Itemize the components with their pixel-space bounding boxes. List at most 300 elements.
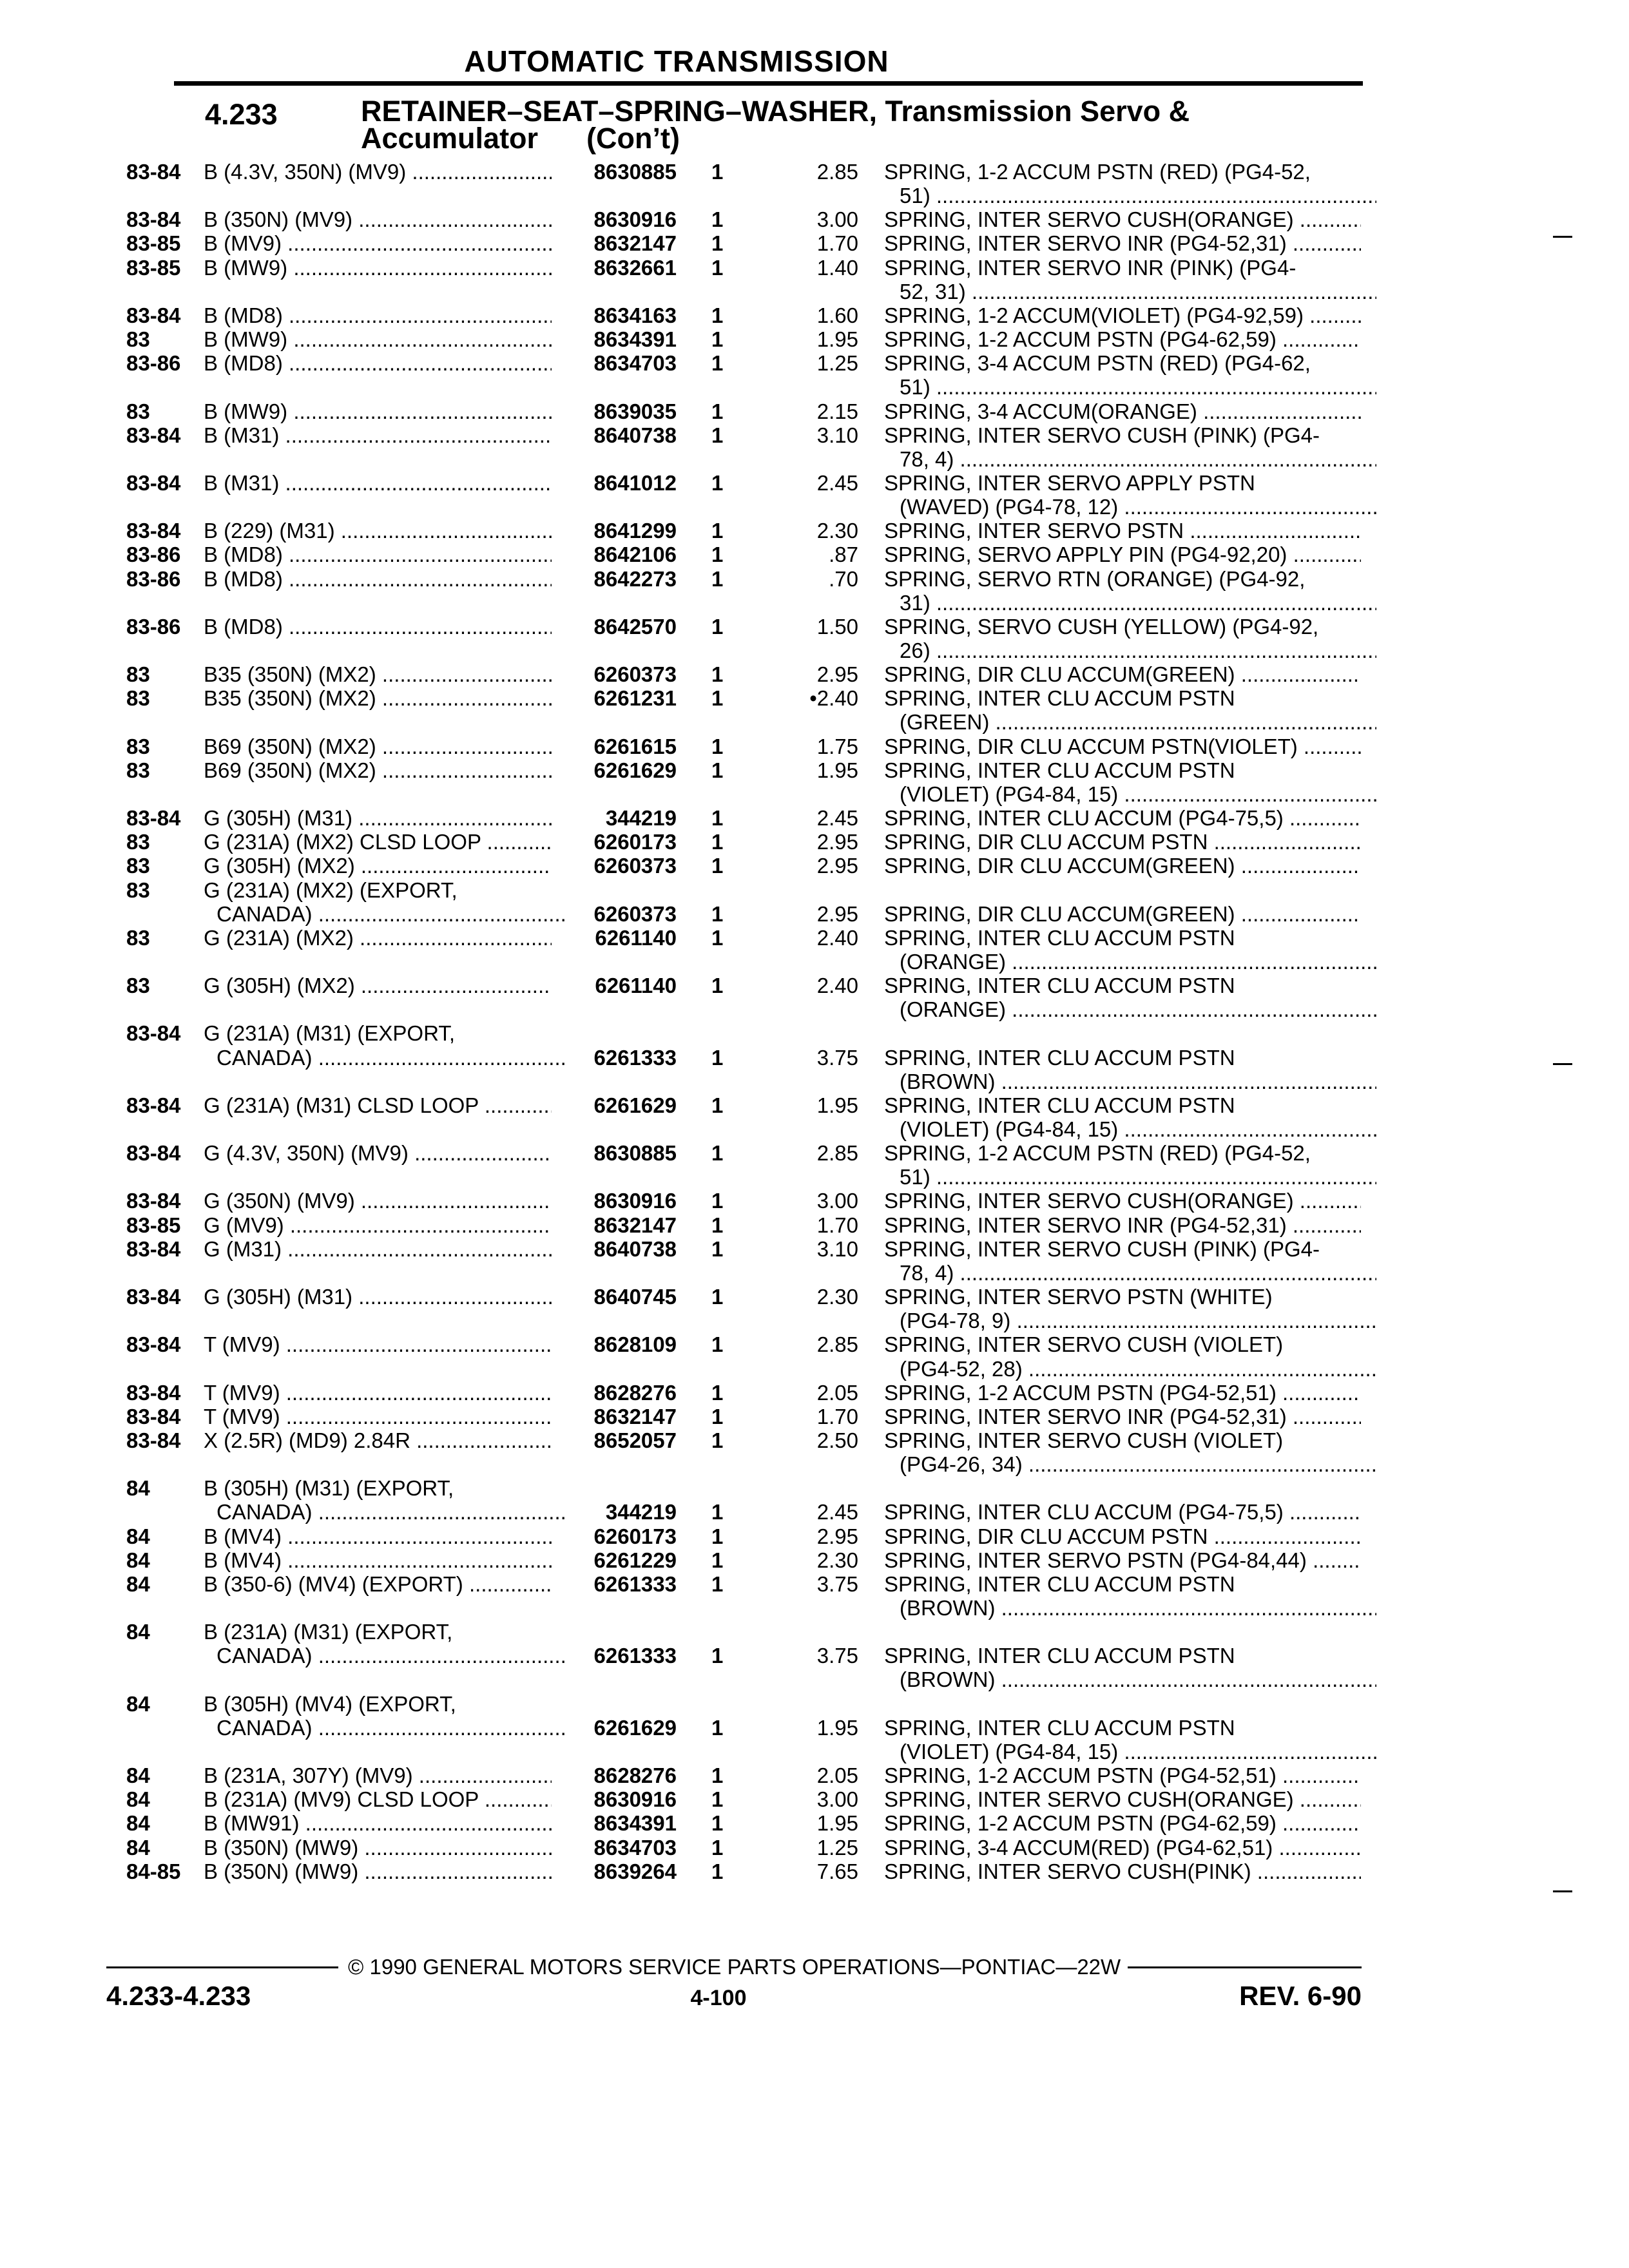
row-part-name: SPRING, 1-2 ACCUM PSTN (RED) (PG4-52,: [884, 160, 1311, 184]
row-part-number: 8639035: [593, 399, 677, 423]
row-price: 7.65: [816, 1859, 858, 1883]
row-quantity: 1: [711, 1524, 724, 1548]
row-description: B35 (350N) (MX2) .....: [204, 662, 552, 686]
row-year: 83: [126, 662, 150, 687]
row-year: 83-85: [126, 255, 181, 280]
row-price: 3.00: [816, 1189, 858, 1213]
row-description: B (305H) (M31) (EXPORT,: [204, 1476, 454, 1501]
table-row: [0, 1644, 1629, 1667]
row-price: 1.70: [816, 1213, 858, 1237]
row-part-number: 8630916: [593, 1787, 677, 1812]
row-part-name: SPRING, INTER SERVO CUSH(ORANGE) .....: [884, 207, 1361, 231]
row-part-number: 8634391: [593, 327, 677, 352]
row-price: 2.95: [816, 1524, 858, 1548]
row-year: 83: [126, 925, 150, 950]
row-part-name-cont: (ORANGE) .....: [900, 950, 1376, 974]
row-part-name: SPRING, INTER CLU ACCUM PSTN: [884, 1045, 1235, 1070]
row-description: G (305H) (MX2) .....: [204, 974, 552, 997]
row-part-number: 344219: [605, 806, 677, 831]
row-part-name: SPRING, SERVO RTN (ORANGE) (PG4-92,: [884, 566, 1306, 591]
row-part-number: 8642106: [593, 543, 677, 567]
row-price: 2.45: [816, 470, 858, 495]
row-part-name: SPRING, 3-4 ACCUM(RED) (PG4-62,51) .....: [884, 1836, 1361, 1860]
row-part-number: 6260373: [593, 854, 677, 878]
row-description: B (350N) (MV9) .....: [204, 207, 552, 231]
row-part-name: SPRING, INTER CLU ACCUM PSTN: [884, 974, 1235, 998]
table-row: [0, 1476, 1629, 1500]
table-row: [0, 1692, 1629, 1716]
row-price: 1.25: [816, 1835, 858, 1860]
row-price: .87: [829, 543, 858, 567]
row-price: 2.85: [816, 1332, 858, 1357]
table-row: [0, 710, 1629, 734]
table-row: [0, 256, 1629, 280]
row-year: 84-85: [126, 1859, 181, 1883]
row-year: 83-84: [126, 1021, 181, 1046]
row-part-name: SPRING, INTER CLU ACCUM PSTN: [884, 1715, 1235, 1740]
row-price: 1.40: [816, 255, 858, 280]
row-part-name: SPRING, INTER SERVO CUSH(ORANGE) .....: [884, 1189, 1361, 1213]
table-row: [0, 1500, 1629, 1524]
row-part-number: 6261140: [595, 925, 677, 950]
row-part-number: 344219: [605, 1500, 677, 1524]
row-part-number: 8634391: [593, 1811, 677, 1836]
row-part-name: SPRING, DIR CLU ACCUM(GREEN) .....: [884, 662, 1361, 686]
table-row: [0, 1213, 1629, 1237]
table-row: [0, 375, 1629, 399]
table-row: [0, 1452, 1629, 1476]
row-description: B69 (350N) (MX2) .....: [204, 758, 552, 782]
row-price: 2.40: [816, 925, 858, 950]
row-price: 3.75: [816, 1571, 858, 1596]
row-price: 2.95: [816, 854, 858, 878]
table-row: [0, 997, 1629, 1021]
row-part-name-cont: 52, 31) .....: [900, 280, 1376, 303]
row-part-number: 8628276: [593, 1380, 677, 1405]
row-part-number: 8632661: [593, 255, 677, 280]
row-part-number: 8630916: [593, 1189, 677, 1213]
row-quantity: 1: [711, 399, 724, 423]
row-part-number: 6260173: [593, 830, 677, 854]
row-part-name: SPRING, INTER CLU ACCUM PSTN: [884, 1644, 1235, 1668]
row-part-name-cont: 78, 4) .....: [900, 1261, 1376, 1285]
row-quantity: 1: [711, 974, 724, 998]
row-quantity: 1: [711, 160, 724, 184]
row-part-name-cont: 51) .....: [900, 1165, 1376, 1189]
row-description: B69 (350N) (MX2) .....: [204, 735, 552, 758]
row-part-number: 6261629: [593, 1093, 677, 1117]
row-part-number: 8642570: [593, 614, 677, 639]
row-year: 83-84: [126, 1093, 181, 1117]
row-description: B (231A, 307Y) (MV9) .....: [204, 1763, 552, 1787]
row-price: 2.05: [816, 1380, 858, 1405]
row-description: B (350N) (MW9) .....: [204, 1836, 552, 1860]
row-part-name: SPRING, INTER SERVO INR (PG4-52,31) .....: [884, 231, 1361, 255]
table-row: [0, 327, 1629, 351]
row-price: 2.95: [816, 830, 858, 854]
row-price: 1.95: [816, 327, 858, 352]
row-part-name: SPRING, INTER SERVO APPLY PSTN: [884, 470, 1255, 495]
row-part-name: SPRING, INTER SERVO CUSH (VIOLET): [884, 1428, 1284, 1452]
row-price: 2.85: [816, 160, 858, 184]
table-row: [0, 1046, 1629, 1070]
section-title: [361, 95, 1190, 155]
table-row: [0, 1165, 1629, 1189]
table-row: [0, 1667, 1629, 1691]
row-year: 83-84: [126, 1189, 181, 1213]
table-row: [0, 1070, 1629, 1093]
row-part-name: SPRING, INTER CLU ACCUM PSTN: [884, 925, 1235, 950]
table-row: [0, 423, 1629, 447]
row-part-number: 8628109: [593, 1332, 677, 1357]
row-quantity: 1: [711, 1189, 724, 1213]
row-part-number: 6260173: [593, 1524, 677, 1548]
row-part-name: SPRING, SERVO CUSH (YELLOW) (PG4-92,: [884, 614, 1319, 639]
row-year: 83-84: [126, 470, 181, 495]
table-row: [0, 184, 1629, 207]
row-quantity: 1: [711, 1380, 724, 1405]
row-description: G (231A) (MX2) .....: [204, 926, 552, 950]
row-part-name: SPRING, 1-2 ACCUM PSTN (PG4-52,51) .....: [884, 1381, 1361, 1405]
row-description: B (229) (M31) .....: [204, 519, 552, 543]
row-description-cont: CANADA) .....: [217, 1644, 564, 1667]
row-price: 2.30: [816, 519, 858, 543]
table-row: [0, 1261, 1629, 1285]
row-description: B (MD8) .....: [204, 351, 552, 375]
row-part-number: 8640738: [593, 423, 677, 447]
row-part-number: 6260373: [593, 901, 677, 926]
row-price: 2.15: [816, 399, 858, 423]
row-part-number: 8640745: [593, 1285, 677, 1309]
row-quantity: 1: [711, 519, 724, 543]
row-quantity: 1: [711, 1644, 724, 1668]
row-quantity: 1: [711, 1285, 724, 1309]
row-price: 2.95: [816, 901, 858, 926]
table-row: [0, 1763, 1629, 1787]
margin-mark: [1553, 1063, 1572, 1065]
row-quantity: 1: [711, 543, 724, 567]
row-price: 2.45: [816, 806, 858, 831]
row-part-number: 8641012: [593, 470, 677, 495]
row-price: 2.05: [816, 1763, 858, 1788]
row-quantity: 1: [711, 1763, 724, 1788]
row-part-number: 6261229: [593, 1548, 677, 1572]
row-part-name-cont: (BROWN) .....: [900, 1070, 1376, 1093]
table-row: [0, 1596, 1629, 1620]
row-year: 84: [126, 1524, 150, 1548]
row-part-name: SPRING, INTER SERVO PSTN (WHITE): [884, 1285, 1273, 1309]
row-part-name: SPRING, 3-4 ACCUM PSTN (RED) (PG4-62,: [884, 351, 1311, 376]
table-row: [0, 231, 1629, 255]
table-row: [0, 1332, 1629, 1356]
row-part-name-cont: 51) .....: [900, 184, 1376, 207]
row-description: B (M31) .....: [204, 423, 552, 447]
row-part-number: 8628276: [593, 1763, 677, 1788]
table-row: [0, 830, 1629, 854]
row-description: G (305H) (MX2) .....: [204, 854, 552, 878]
row-part-name-cont: (BROWN) .....: [900, 1596, 1376, 1620]
row-part-name: SPRING, 3-4 ACCUM(ORANGE) .....: [884, 399, 1361, 423]
row-year: 83-85: [126, 231, 181, 256]
row-part-name: SPRING, 1-2 ACCUM PSTN (RED) (PG4-52,: [884, 1141, 1311, 1166]
row-description: B (231A) (MV9) CLSD LOOP .....: [204, 1787, 552, 1811]
row-part-name: SPRING, DIR CLU ACCUM PSTN(VIOLET) .....: [884, 735, 1361, 758]
table-row: [0, 1787, 1629, 1811]
row-price: •2.40: [809, 686, 858, 711]
footer-section-range: 4.233-4.233: [106, 1981, 251, 2011]
row-part-name-cont: (ORANGE) .....: [900, 997, 1376, 1021]
table-row: [0, 399, 1629, 423]
row-part-number: 8632147: [593, 1404, 677, 1428]
table-row: [0, 902, 1629, 926]
row-quantity: 1: [711, 470, 724, 495]
row-quantity: 1: [711, 303, 724, 327]
table-row: [0, 1740, 1629, 1763]
row-year: 83-84: [126, 1404, 181, 1428]
row-description: B (MV9) .....: [204, 231, 552, 255]
row-part-number: 6261231: [593, 686, 677, 711]
row-price: 1.95: [816, 758, 858, 782]
row-price: 1.95: [816, 1093, 858, 1117]
row-quantity: 1: [711, 1404, 724, 1428]
row-description: G (231A) (M31) (EXPORT,: [204, 1021, 455, 1046]
row-year: 84: [126, 1476, 150, 1501]
row-part-name-cont: (BROWN) .....: [900, 1667, 1376, 1691]
table-row: [0, 758, 1629, 782]
row-year: 83-86: [126, 566, 181, 591]
row-part-name: SPRING, INTER SERVO CUSH (PINK) (PG4-: [884, 1236, 1320, 1261]
row-quantity: 1: [711, 1332, 724, 1357]
row-part-name: SPRING, INTER SERVO INR (PG4-52,31) .....: [884, 1213, 1361, 1237]
row-price: 2.50: [816, 1428, 858, 1452]
row-quantity: 1: [711, 351, 724, 376]
row-description: B (MW9) .....: [204, 256, 552, 280]
row-quantity: 1: [711, 1835, 724, 1860]
table-row: [0, 543, 1629, 566]
row-part-number: 8632147: [593, 1213, 677, 1237]
row-quantity: 1: [711, 734, 724, 758]
row-part-name: SPRING, DIR CLU ACCUM PSTN .....: [884, 1524, 1361, 1548]
row-quantity: 1: [711, 1236, 724, 1261]
row-description: B (MW9) .....: [204, 327, 552, 351]
section-title-line2: Accumulator (Con’t): [361, 122, 680, 155]
row-description: G (350N) (MV9) .....: [204, 1189, 552, 1213]
table-row: [0, 1189, 1629, 1213]
table-row: [0, 878, 1629, 902]
row-year: 84: [126, 1571, 150, 1596]
row-year: 83: [126, 686, 150, 711]
row-quantity: 1: [711, 423, 724, 447]
footer-copyright: © 1990 GENERAL MOTORS SERVICE PARTS OPERATIONS—PONTIAC—22W: [348, 1955, 1121, 1979]
row-price: 2.30: [816, 1285, 858, 1309]
row-quantity: 1: [711, 1045, 724, 1070]
row-part-name: SPRING, 1-2 ACCUM PSTN (PG4-62,59) .....: [884, 327, 1361, 351]
row-part-number: 6261629: [593, 758, 677, 782]
table-row: [0, 495, 1629, 519]
table-row: [0, 1141, 1629, 1165]
row-year: 83-86: [126, 543, 181, 567]
margin-mark: [1553, 236, 1572, 238]
row-price: 3.75: [816, 1045, 858, 1070]
row-quantity: 1: [711, 614, 724, 639]
row-part-name: SPRING, DIR CLU ACCUM(GREEN) .....: [884, 902, 1361, 926]
row-description-cont: CANADA) .....: [217, 1500, 564, 1524]
row-part-name-cont: (PG4-78, 9) .....: [900, 1309, 1376, 1332]
table-row: [0, 1093, 1629, 1117]
row-price: 2.40: [816, 974, 858, 998]
row-part-number: 8632147: [593, 231, 677, 256]
row-part-number: 6261615: [593, 734, 677, 758]
row-part-name: SPRING, INTER SERVO CUSH(PINK) .....: [884, 1860, 1361, 1883]
table-row: [0, 207, 1629, 231]
row-quantity: 1: [711, 1548, 724, 1572]
table-row: [0, 1381, 1629, 1405]
row-quantity: 1: [711, 806, 724, 831]
row-description: G (M31) .....: [204, 1237, 552, 1261]
row-quantity: 1: [711, 231, 724, 256]
row-price: 3.00: [816, 1787, 858, 1812]
row-quantity: 1: [711, 1715, 724, 1740]
row-part-number: 6261333: [593, 1045, 677, 1070]
table-row: [0, 926, 1629, 950]
row-quantity: 1: [711, 566, 724, 591]
row-part-name: SPRING, DIR CLU ACCUM PSTN .....: [884, 830, 1361, 854]
row-part-name-cont: (PG4-26, 34) .....: [900, 1452, 1376, 1476]
row-part-name: SPRING, INTER SERVO INR (PINK) (PG4-: [884, 255, 1296, 280]
row-description: B (305H) (MV4) (EXPORT,: [204, 1691, 456, 1716]
table-row: [0, 1405, 1629, 1428]
footer-rule-left: [106, 1966, 338, 1968]
table-row: [0, 1811, 1629, 1835]
row-part-number: 8630885: [593, 1141, 677, 1166]
row-year: 83-85: [126, 1213, 181, 1237]
row-year: 84: [126, 1691, 150, 1716]
row-description: G (231A) (MX2) CLSD LOOP .....: [204, 830, 552, 854]
table-row: [0, 591, 1629, 615]
row-price: 3.00: [816, 207, 858, 232]
row-description: B35 (350N) (MX2) .....: [204, 686, 552, 710]
row-year: 83: [126, 327, 150, 352]
row-quantity: 1: [711, 1500, 724, 1524]
row-quantity: 1: [711, 1859, 724, 1883]
table-row: [0, 662, 1629, 686]
row-part-number: 6261333: [593, 1644, 677, 1668]
row-part-number: 8634163: [593, 303, 677, 327]
row-part-number: 6261629: [593, 1715, 677, 1740]
row-year: 84: [126, 1548, 150, 1572]
row-part-number: 8630885: [593, 160, 677, 184]
table-row: [0, 160, 1629, 184]
row-year: 84: [126, 1763, 150, 1788]
row-price: 1.60: [816, 303, 858, 327]
row-year: 83-84: [126, 806, 181, 831]
row-description: X (2.5R) (MD9) 2.84R .....: [204, 1428, 552, 1452]
row-quantity: 1: [711, 327, 724, 352]
table-row: [0, 1860, 1629, 1883]
row-description-cont: CANADA) .....: [217, 1046, 564, 1070]
row-year: 83-84: [126, 160, 181, 184]
table-row: [0, 1716, 1629, 1740]
row-part-number: 8634703: [593, 1835, 677, 1860]
row-price: 1.25: [816, 351, 858, 376]
row-year: 84: [126, 1787, 150, 1812]
row-year: 83-84: [126, 423, 181, 447]
row-price: 2.45: [816, 1500, 858, 1524]
row-description: G (231A) (MX2) (EXPORT,: [204, 878, 458, 902]
table-row: [0, 1836, 1629, 1860]
row-quantity: 1: [711, 758, 724, 782]
table-row: [0, 471, 1629, 495]
row-description: B (MV4) .....: [204, 1548, 552, 1572]
row-description-cont: CANADA) .....: [217, 1716, 564, 1740]
row-description: B (350N) (MW9) .....: [204, 1860, 552, 1883]
table-row: [0, 854, 1629, 878]
row-quantity: 1: [711, 207, 724, 232]
row-year: 83-84: [126, 207, 181, 232]
table-row: [0, 1572, 1629, 1596]
row-year: 83-84: [126, 1236, 181, 1261]
row-description: B (4.3V, 350N) (MV9) .....: [204, 160, 552, 184]
row-description: G (305H) (M31) .....: [204, 806, 552, 830]
row-price: 2.30: [816, 1548, 858, 1572]
table-row: [0, 806, 1629, 830]
row-description: B (MD8) .....: [204, 303, 552, 327]
row-year: 83-84: [126, 1141, 181, 1166]
row-quantity: 1: [711, 901, 724, 926]
row-description: B (MD8) .....: [204, 543, 552, 566]
table-row: [0, 639, 1629, 662]
row-description: B (MV4) .....: [204, 1524, 552, 1548]
table-row: [0, 1285, 1629, 1309]
table-row: [0, 782, 1629, 806]
row-year: 83-86: [126, 614, 181, 639]
row-part-name: SPRING, INTER SERVO PSTN .....: [884, 519, 1361, 543]
table-row: [0, 974, 1629, 997]
row-quantity: 1: [711, 925, 724, 950]
row-quantity: 1: [711, 255, 724, 280]
row-description: T (MV9) .....: [204, 1381, 552, 1405]
row-part-number: 6261333: [593, 1571, 677, 1596]
row-part-name-cont: 51) .....: [900, 375, 1376, 399]
table-row: [0, 1548, 1629, 1572]
row-quantity: 1: [711, 1093, 724, 1117]
row-part-name: SPRING, 1-2 ACCUM(VIOLET) (PG4-92,59) .....: [884, 303, 1361, 327]
row-part-name: SPRING, INTER CLU ACCUM PSTN: [884, 1571, 1235, 1596]
row-price: 1.75: [816, 734, 858, 758]
table-row: [0, 735, 1629, 758]
row-part-name-cont: (GREEN) .....: [900, 710, 1376, 734]
row-price: 1.95: [816, 1715, 858, 1740]
table-row: [0, 615, 1629, 639]
table-row: [0, 519, 1629, 543]
row-price: 3.10: [816, 1236, 858, 1261]
row-part-number: 6260373: [593, 662, 677, 687]
page-title: AUTOMATIC TRANSMISSION: [464, 44, 889, 78]
row-part-number: 6261140: [595, 974, 677, 998]
row-quantity: 1: [711, 662, 724, 687]
table-row: [0, 351, 1629, 375]
table-row: [0, 1620, 1629, 1644]
row-part-number: 8634703: [593, 351, 677, 376]
row-part-name: SPRING, SERVO APPLY PIN (PG4-92,20) .....: [884, 543, 1361, 566]
row-year: 83: [126, 830, 150, 854]
row-year: 84: [126, 1811, 150, 1836]
footer-page-number: 4-100: [690, 1986, 747, 2010]
table-row: [0, 686, 1629, 710]
title-rule: [174, 81, 1363, 86]
row-quantity: 1: [711, 1811, 724, 1836]
table-row: [0, 1237, 1629, 1261]
